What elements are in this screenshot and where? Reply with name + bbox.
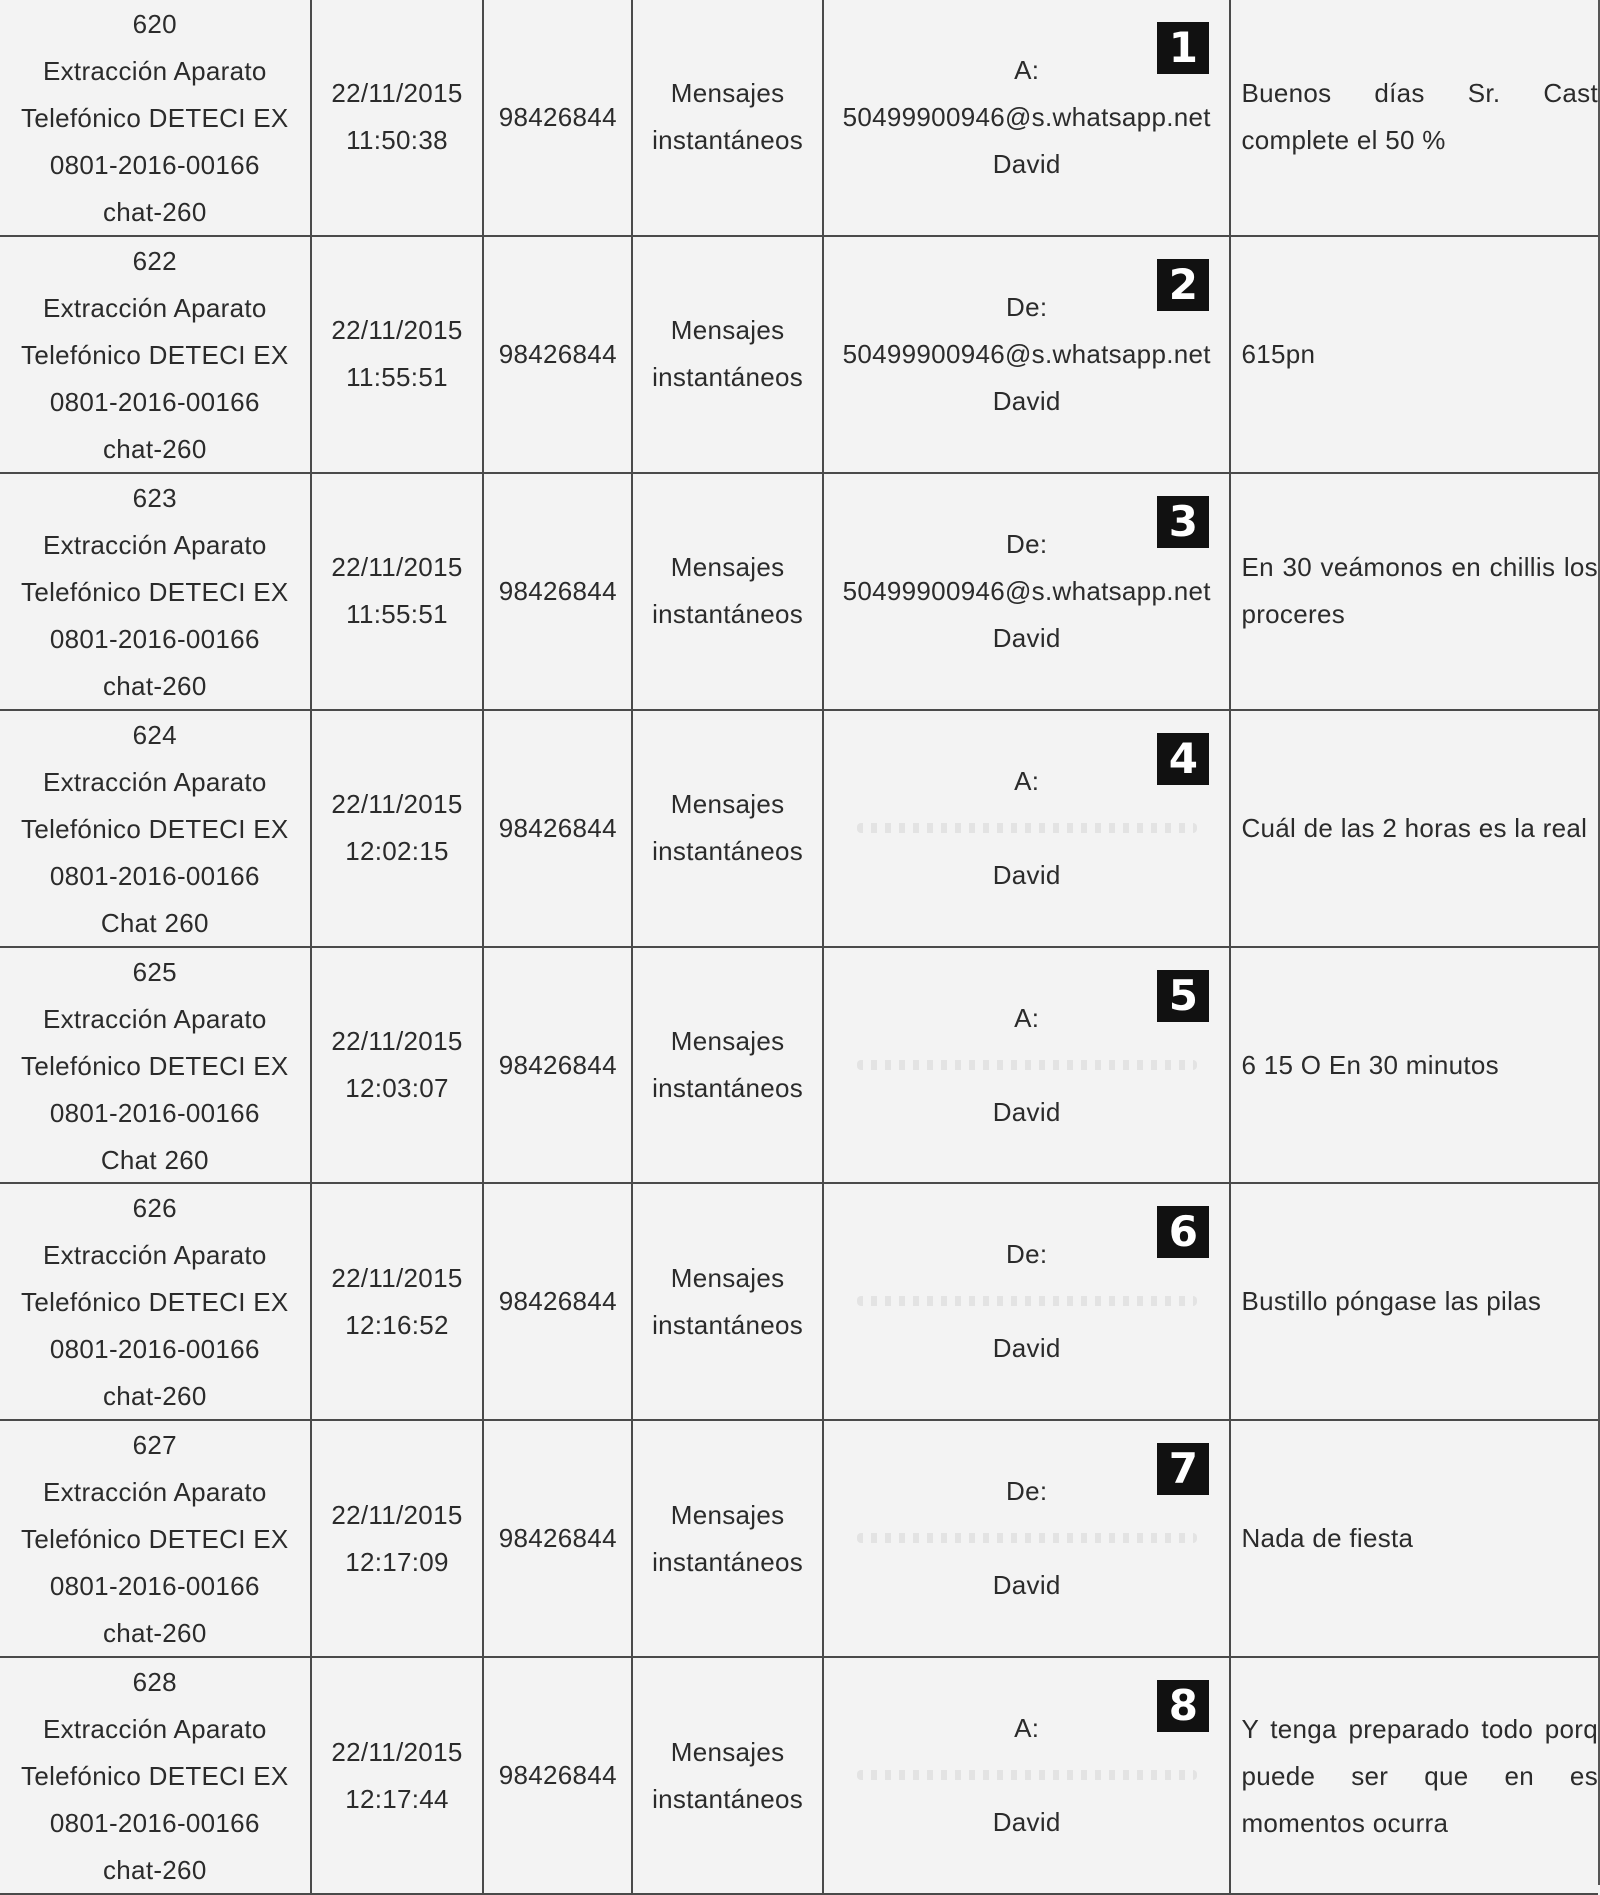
message-date: 22/11/2015 (331, 1499, 463, 1530)
message-time: 12:16:52 (345, 1309, 449, 1340)
message-cell (1231, 0, 1598, 235)
record-source-line: Telefónico DETECI EX (21, 813, 289, 844)
table-row (0, 237, 1598, 474)
contact-name: David (992, 859, 1061, 890)
datetime-cell (312, 1421, 485, 1656)
message-type-line: instantáneos (652, 599, 804, 630)
redacted-contact (847, 1278, 1207, 1325)
row-number-badge: 7 (1157, 1443, 1209, 1495)
datetime-cell (312, 0, 485, 235)
message-type-cell (633, 948, 824, 1183)
direction-label: A: (1014, 765, 1040, 796)
record-source-line: Extracción Aparato (42, 766, 267, 797)
message-type-line: Mensajes (670, 78, 785, 109)
message-cell (1231, 1658, 1598, 1893)
datetime-cell (312, 1658, 485, 1893)
message-date: 22/11/2015 (331, 1026, 463, 1056)
contact-address: 50499900946@s.whatsapp.net (842, 101, 1211, 132)
message-date: 22/11/2015 (331, 552, 463, 583)
message-type-line: Mensajes (670, 789, 785, 820)
direction-label: De: (1006, 528, 1048, 559)
message-text: Nada de fiesta (1241, 1523, 1414, 1554)
record-source-line: chat-260 (103, 1381, 207, 1412)
datetime-cell (312, 474, 485, 709)
message-type-cell (633, 1184, 824, 1419)
message-cell (1231, 711, 1598, 946)
message-type-cell (633, 711, 824, 946)
contact-name: David (992, 1570, 1061, 1601)
record-source-line: 0801-2016-00166 (49, 623, 260, 654)
redacted-contact (847, 1042, 1207, 1089)
contact-name: David (992, 1807, 1061, 1838)
datetime-cell (312, 237, 485, 472)
message-time: 11:50:38 (346, 125, 448, 156)
table-row (0, 711, 1598, 948)
record-source-line: 0801-2016-00166 (49, 1808, 260, 1839)
row-number-badge: 2 (1157, 259, 1209, 311)
phone-number: 98426844 (498, 1286, 617, 1317)
record-source-line: Telefónico DETECI EX (21, 1524, 289, 1555)
row-number-badge: 5 (1157, 970, 1209, 1022)
direction-label: A: (1014, 1713, 1040, 1744)
message-type-line: Mensajes (670, 1499, 785, 1530)
phone-cell (484, 711, 633, 946)
record-source-line: Chat 260 (100, 1144, 209, 1175)
redacted-contact (847, 805, 1207, 852)
message-type-line: Mensajes (670, 1736, 785, 1767)
record-number: 625 (132, 956, 177, 987)
phone-number: 98426844 (498, 338, 617, 369)
phone-cell (484, 1421, 633, 1656)
message-cell (1231, 474, 1598, 709)
table-row (0, 1421, 1598, 1658)
message-type-cell (633, 237, 824, 472)
record-number: 620 (132, 8, 177, 39)
phone-cell (484, 237, 633, 472)
contact-address: 50499900946@s.whatsapp.net (842, 575, 1211, 606)
record-source-line: Telefónico DETECI EX (21, 1050, 289, 1081)
record-number: 623 (132, 482, 177, 513)
phone-number: 98426844 (498, 575, 617, 606)
record-source-line: Telefónico DETECI EX (21, 1287, 289, 1318)
phone-number: 98426844 (498, 1049, 617, 1080)
message-type-line: instantáneos (652, 1546, 804, 1577)
record-source-line: Telefónico DETECI EX (21, 1761, 289, 1792)
contact-name: David (992, 148, 1061, 179)
record-source-line: 0801-2016-00166 (49, 1097, 260, 1128)
message-time: 12:02:15 (345, 836, 449, 867)
message-cell (1231, 948, 1598, 1183)
phone-number: 98426844 (498, 1760, 617, 1791)
message-cell (1231, 1184, 1598, 1419)
phone-number: 98426844 (498, 101, 617, 132)
message-date: 22/11/2015 (331, 789, 463, 820)
redacted-contact (847, 1515, 1207, 1562)
message-text: Buenos días Sr. Cast complete el 50 % (1241, 78, 1598, 156)
record-source-cell (0, 0, 312, 235)
record-source-line: Chat 260 (100, 907, 209, 938)
message-date: 22/11/2015 (331, 315, 463, 346)
message-type-cell (633, 0, 824, 235)
message-type-cell (633, 1421, 824, 1656)
record-source-cell (0, 711, 312, 946)
record-source-line: Extracción Aparato (42, 1477, 267, 1508)
datetime-cell (312, 948, 485, 1183)
table-row (0, 0, 1598, 237)
phone-number: 98426844 (498, 1523, 617, 1554)
record-source-line: Extracción Aparato (42, 1240, 267, 1271)
record-source-line: 0801-2016-00166 (49, 386, 260, 417)
record-number: 626 (132, 1193, 177, 1224)
message-time: 12:17:09 (345, 1546, 449, 1577)
message-type-line: instantáneos (652, 125, 804, 156)
party-cell (824, 0, 1231, 235)
party-cell (824, 1658, 1231, 1893)
message-type-cell (633, 474, 824, 709)
message-cell (1231, 237, 1598, 472)
record-source-line: 0801-2016-00166 (49, 1334, 260, 1365)
record-source-cell (0, 1184, 312, 1419)
datetime-cell (312, 1184, 485, 1419)
record-source-line: Extracción Aparato (42, 1714, 267, 1745)
phone-number: 98426844 (498, 812, 617, 843)
record-source-line: Telefónico DETECI EX (21, 576, 289, 607)
record-source-line: Telefónico DETECI EX (21, 102, 289, 133)
contact-name: David (992, 1333, 1061, 1364)
table-row (0, 1658, 1598, 1895)
record-source-line: Extracción Aparato (42, 55, 267, 86)
message-type-line: instantáneos (652, 362, 804, 393)
message-type-cell (633, 1658, 824, 1893)
message-text: Cuál de las 2 horas es la real (1241, 812, 1588, 843)
message-type-line: instantáneos (652, 1309, 804, 1340)
row-number-badge: 6 (1157, 1206, 1209, 1258)
party-cell (824, 237, 1231, 472)
row-number-badge: 3 (1157, 496, 1209, 548)
message-cell (1231, 1421, 1598, 1656)
direction-label: A: (1014, 1002, 1040, 1033)
party-cell (824, 1421, 1231, 1656)
message-time: 11:55:51 (346, 599, 448, 630)
contact-address: 50499900946@s.whatsapp.net (842, 338, 1211, 369)
redacted-contact (847, 1752, 1207, 1799)
party-cell (824, 1184, 1231, 1419)
party-cell (824, 474, 1231, 709)
record-number: 627 (132, 1430, 177, 1461)
table-row (0, 1184, 1598, 1421)
direction-label: A: (1014, 54, 1040, 85)
contact-name: David (992, 1096, 1061, 1127)
message-type-line: Mensajes (670, 552, 785, 583)
message-text: En 30 veámonos en chillis los proceres (1241, 552, 1598, 630)
record-source-cell (0, 237, 312, 472)
message-type-line: instantáneos (652, 836, 804, 867)
record-source-cell (0, 474, 312, 709)
message-text: 615pn (1241, 338, 1316, 369)
table-row (0, 474, 1598, 711)
row-number-badge: 4 (1157, 733, 1209, 785)
record-source-line: Telefónico DETECI EX (21, 339, 289, 370)
record-source-line: 0801-2016-00166 (49, 149, 260, 180)
record-source-line: chat-260 (103, 433, 207, 464)
phone-cell (484, 1658, 633, 1893)
record-number: 624 (132, 719, 177, 750)
message-type-line: Mensajes (670, 1026, 785, 1056)
direction-label: De: (1006, 1476, 1048, 1507)
message-date: 22/11/2015 (331, 78, 463, 109)
record-number: 622 (132, 245, 177, 276)
contact-name: David (992, 622, 1061, 653)
party-cell (824, 948, 1231, 1183)
record-source-line: Extracción Aparato (42, 292, 267, 323)
message-type-line: instantáneos (652, 1783, 804, 1814)
direction-label: De: (1006, 1239, 1048, 1270)
phone-cell (484, 474, 633, 709)
record-source-cell (0, 1658, 312, 1893)
message-type-line: Mensajes (670, 315, 785, 346)
message-time: 12:03:07 (345, 1073, 449, 1103)
phone-cell (484, 948, 633, 1183)
message-type-line: instantáneos (652, 1073, 804, 1103)
table-row (0, 948, 1598, 1185)
phone-cell (484, 1184, 633, 1419)
row-number-badge: 8 (1157, 1680, 1209, 1732)
record-source-line: chat-260 (103, 1618, 207, 1649)
record-source-line: chat-260 (103, 1855, 207, 1886)
record-source-cell (0, 948, 312, 1183)
record-source-line: 0801-2016-00166 (49, 860, 260, 891)
record-source-line: chat-260 (103, 670, 207, 701)
message-date: 22/11/2015 (331, 1262, 463, 1293)
message-time: 12:17:44 (345, 1783, 449, 1814)
contact-name: David (992, 385, 1061, 416)
message-text: Bustillo póngase las pilas (1241, 1286, 1542, 1317)
message-text: 6 15 O En 30 minutos (1241, 1049, 1499, 1080)
party-cell (824, 711, 1231, 946)
phone-cell (484, 0, 633, 235)
datetime-cell (312, 711, 485, 946)
direction-label: De: (1006, 291, 1048, 322)
record-source-line: 0801-2016-00166 (49, 1571, 260, 1602)
message-date: 22/11/2015 (331, 1736, 463, 1767)
record-source-line: Extracción Aparato (42, 529, 267, 560)
row-number-badge: 1 (1157, 22, 1209, 74)
record-source-line: chat-260 (103, 196, 207, 227)
record-number: 628 (132, 1667, 177, 1698)
message-type-line: Mensajes (670, 1262, 785, 1293)
record-source-cell (0, 1421, 312, 1656)
message-text: Y tenga preparado todo porq puede ser que en es momentos ocurra (1241, 1713, 1598, 1838)
record-source-line: Extracción Aparato (42, 1003, 267, 1034)
message-time: 11:55:51 (346, 362, 448, 393)
